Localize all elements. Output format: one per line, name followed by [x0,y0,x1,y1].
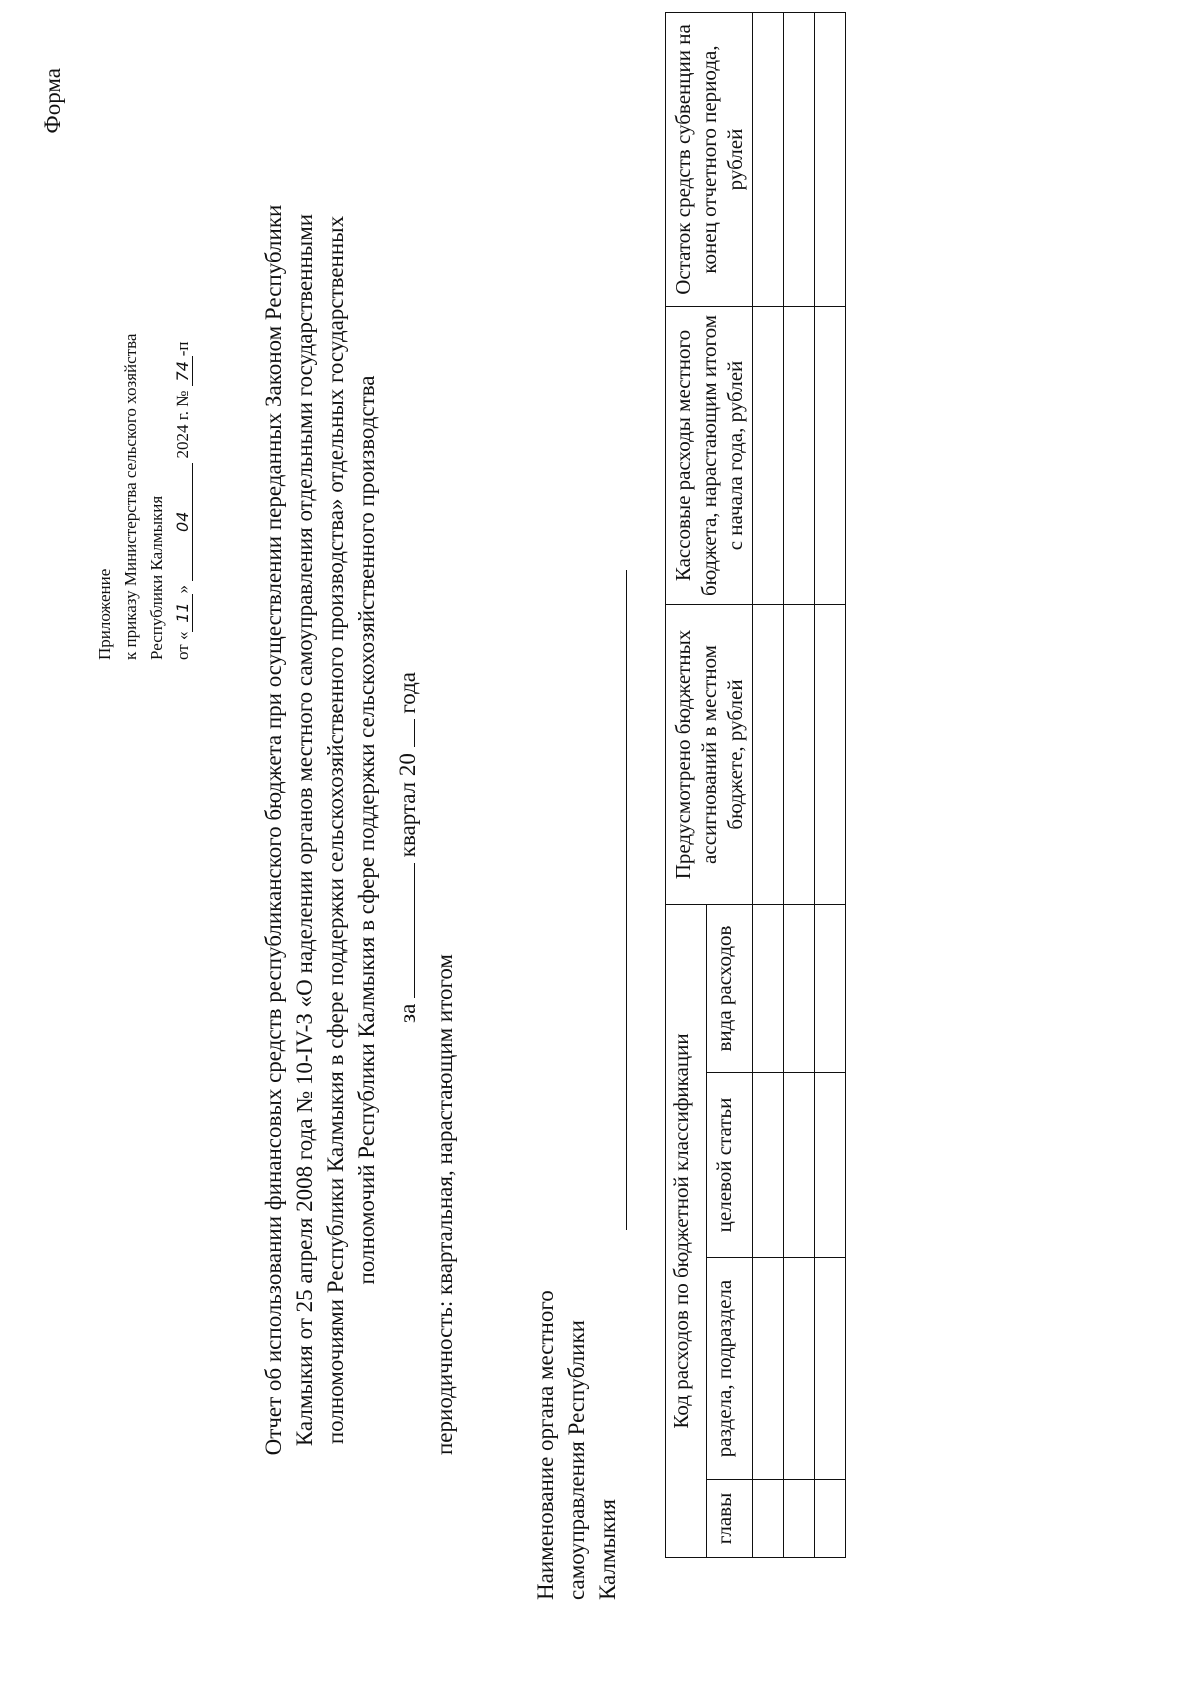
header-chapter: главы [706,1480,752,1558]
header-planned: Предусмотрено бюджетных ассигнований в местном бюджете, рублей [666,605,753,905]
period-line [392,0,421,1695]
org-name-label: Наименование органа местного самоуправления Республики Калмыкия [533,1290,620,1600]
header-expense-type: вида расходов [706,905,752,1073]
table-cell[interactable] [784,905,815,1073]
table-header-row-1 [666,13,707,1558]
date-year: 2024 г. № [173,390,192,459]
header-balance: Остаток средств субвенции на конец отчетного периода, рублей [666,13,753,307]
table-cell[interactable] [784,1258,815,1480]
appendix-block [92,334,196,660]
table-cell[interactable] [784,307,815,605]
table-cell[interactable] [815,1258,846,1480]
title-line-3: полномочиями Республики Калмыкия в сфере поддержки сельскохозяйственного производства» отдельных государственных [323,215,348,1445]
header-target-article: целевой статьи [706,1073,752,1258]
table-cell[interactable] [753,13,784,307]
header-section: раздела, подраздела [706,1258,752,1480]
table-cell[interactable] [784,13,815,307]
title-line-2: Калмыкия от 25 апреля 2008 года № 10-IV-З «О наделении органов местного самоуправления отдельными государственными [292,213,317,1447]
table-cell[interactable] [815,1480,846,1558]
period-middle: квартал 20 [395,753,420,858]
appendix-date-line [170,334,196,660]
table-row [815,13,846,1558]
title-line-4: полномочий Республики Калмыкия в сфере поддержки сельскохозяйственного производства [354,375,379,1285]
order-number-suffix: -п [173,341,192,357]
table-cell[interactable] [784,605,815,905]
header-cash-expenses: Кассовые расходы местного бюджета, нарастающим итогом с начала года, рублей [666,307,753,605]
order-number: 74 [174,356,193,386]
quarter-blank [392,863,415,998]
form-label: Форма [40,68,65,134]
report-title [258,60,382,1600]
appendix-title: Приложение [95,568,114,660]
period-prefix: за [395,1003,420,1024]
table-cell[interactable] [815,307,846,605]
table-cell[interactable] [753,905,784,1073]
appendix-order-line: к приказу Министерства сельского хозяйства [121,333,140,660]
table-row [753,13,784,1558]
report-table [665,12,846,1558]
table-cell[interactable] [815,605,846,905]
year-blank [392,719,415,747]
table-row [784,13,815,1558]
table-cell[interactable] [784,1073,815,1258]
title-line-1: Отчет об использовании финансовых средств республиканского бюджета при осуществлении переданных Законом Республики [261,204,286,1456]
date-month: 04 [174,463,193,581]
period-suffix: года [395,672,420,714]
periodicity: периодичность: квартальная, нарастающим итогом [432,954,457,1455]
appendix-republic-line: Республики Калмыкия [147,495,166,660]
date-day: 11 [174,594,193,632]
table-cell[interactable] [815,13,846,307]
table-cell[interactable] [753,307,784,605]
table-cell[interactable] [753,1258,784,1480]
table-cell[interactable] [753,1073,784,1258]
org-name-blank-line [626,570,627,1230]
table-cell[interactable] [815,905,846,1073]
table-cell[interactable] [753,605,784,905]
table-cell[interactable] [753,1480,784,1558]
date-prefix: от « [173,631,192,660]
header-budget-code-group: Код расходов по бюджетной классификации [666,905,707,1558]
date-day-suffix: » [173,585,192,594]
table-cell[interactable] [784,1480,815,1558]
table-cell[interactable] [815,1073,846,1258]
